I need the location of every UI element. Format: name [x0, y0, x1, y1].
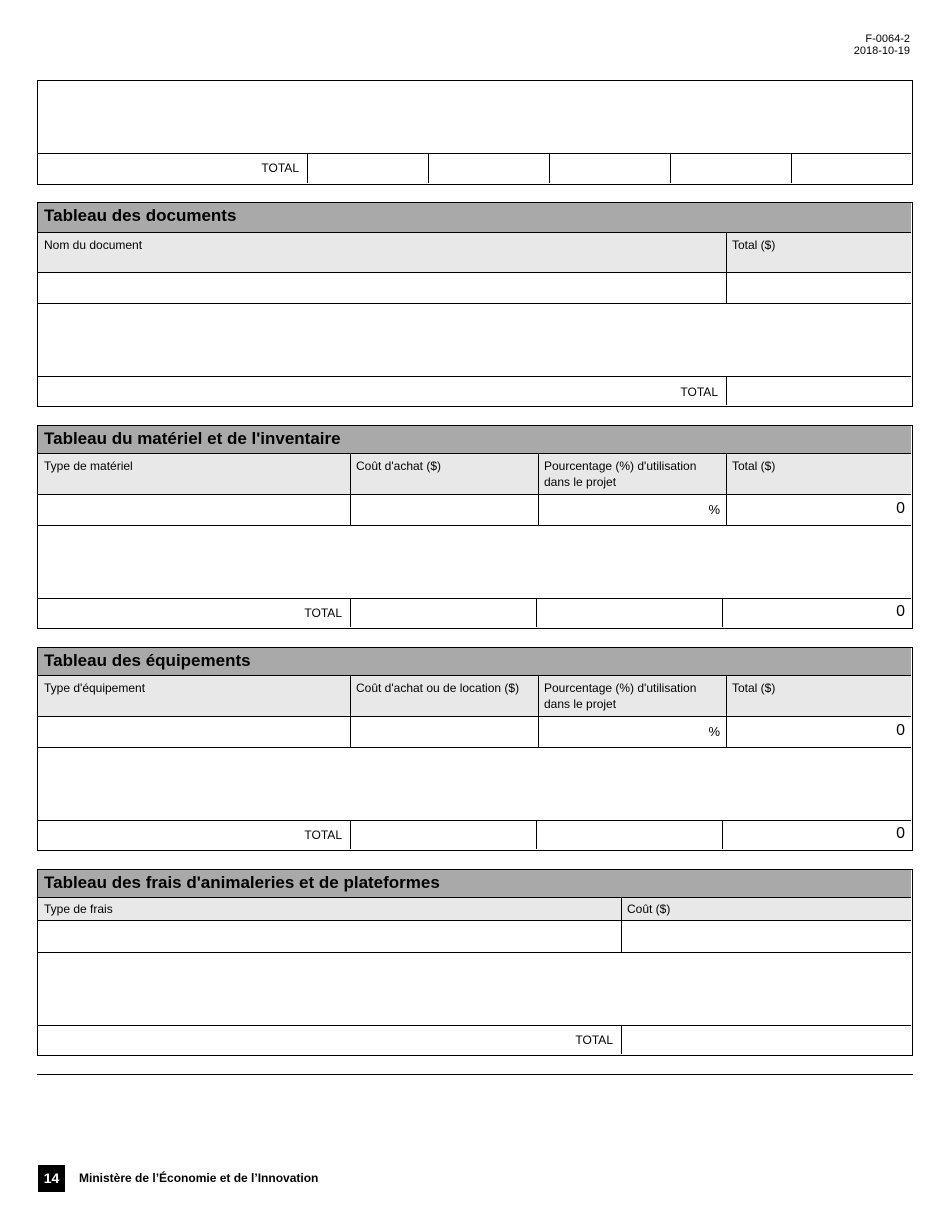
equipements-col-cost: Coût d'achat ou de location ($)	[350, 676, 538, 716]
materiel-col-cost: Coût d'achat ($)	[350, 454, 538, 494]
top-total-field-2[interactable]	[429, 154, 549, 183]
frais-type-input[interactable]	[38, 921, 621, 952]
materiel-table	[37, 425, 913, 629]
equipements-cost-input[interactable]	[351, 717, 538, 747]
documents-title: Tableau des documents	[38, 203, 911, 233]
frais-col-cost: Coût ($)	[621, 898, 911, 920]
top-table-total-label: TOTAL	[261, 161, 299, 175]
equipements-grand-total: 0	[896, 825, 905, 842]
frais-text-area[interactable]	[38, 953, 911, 1025]
equipements-title: Tableau des équipements	[38, 648, 911, 676]
top-total-field-4[interactable]	[671, 154, 791, 183]
materiel-col-type: Type de matériel	[38, 454, 350, 494]
materiel-col-pct: Pourcentage (%) d'utilisation dans le projet	[538, 454, 726, 494]
equipements-text-area[interactable]	[38, 748, 911, 820]
document-name-input[interactable]	[38, 273, 726, 303]
materiel-col-total: Total ($)	[726, 454, 911, 494]
frais-col-type: Type de frais	[38, 898, 621, 920]
form-code-block	[854, 33, 910, 57]
equipements-col-type: Type d'équipement	[38, 676, 350, 716]
documents-total-input[interactable]	[727, 377, 911, 405]
documents-text-area[interactable]	[38, 304, 911, 376]
equipements-col-pct: Pourcentage (%) d'utilisation dans le projet	[538, 676, 726, 716]
frais-table	[37, 869, 913, 1056]
frais-total-input[interactable]	[622, 1026, 911, 1054]
page-number: 14	[38, 1165, 65, 1192]
equipements-total-pct-input[interactable]	[537, 821, 722, 849]
equipements-total-label: TOTAL	[304, 828, 342, 842]
documents-col-total: Total ($)	[726, 233, 911, 272]
form-code: F-0064-2	[865, 33, 910, 45]
top-total-field-1[interactable]	[308, 154, 428, 183]
top-table	[37, 80, 913, 185]
top-table-text-area[interactable]	[38, 81, 911, 153]
equipements-table	[37, 647, 913, 851]
materiel-cost-input[interactable]	[351, 495, 538, 525]
documents-total-label: TOTAL	[680, 385, 718, 399]
frais-title: Tableau des frais d'animaleries et de plateformes	[38, 870, 911, 898]
frais-total-label: TOTAL	[575, 1033, 613, 1047]
equipements-type-input[interactable]	[38, 717, 350, 747]
materiel-title: Tableau du matériel et de l'inventaire	[38, 426, 911, 454]
form-date: 2018-10-19	[853, 45, 910, 57]
equipements-total-cost-input[interactable]	[351, 821, 536, 849]
frais-cost-input[interactable]	[622, 921, 911, 952]
document-total-input[interactable]	[727, 273, 911, 303]
equipements-pct-symbol: %	[708, 724, 720, 739]
top-total-field-3[interactable]	[550, 154, 670, 183]
materiel-pct-symbol: %	[708, 502, 720, 517]
materiel-total-cost-input[interactable]	[351, 599, 536, 627]
documents-table	[37, 202, 913, 407]
materiel-type-input[interactable]	[38, 495, 350, 525]
footer-divider	[37, 1074, 913, 1075]
documents-col-name: Nom du document	[38, 233, 726, 272]
equipements-row-total: 0	[896, 722, 905, 739]
materiel-grand-total: 0	[896, 603, 905, 620]
equipements-col-total: Total ($)	[726, 676, 911, 716]
materiel-row-total: 0	[896, 500, 905, 517]
ministry-name: Ministère de l’Économie et de l’Innovation	[79, 1171, 319, 1185]
materiel-total-label: TOTAL	[304, 606, 342, 620]
materiel-total-pct-input[interactable]	[537, 599, 722, 627]
top-total-field-5[interactable]	[792, 154, 911, 183]
materiel-text-area[interactable]	[38, 526, 911, 598]
